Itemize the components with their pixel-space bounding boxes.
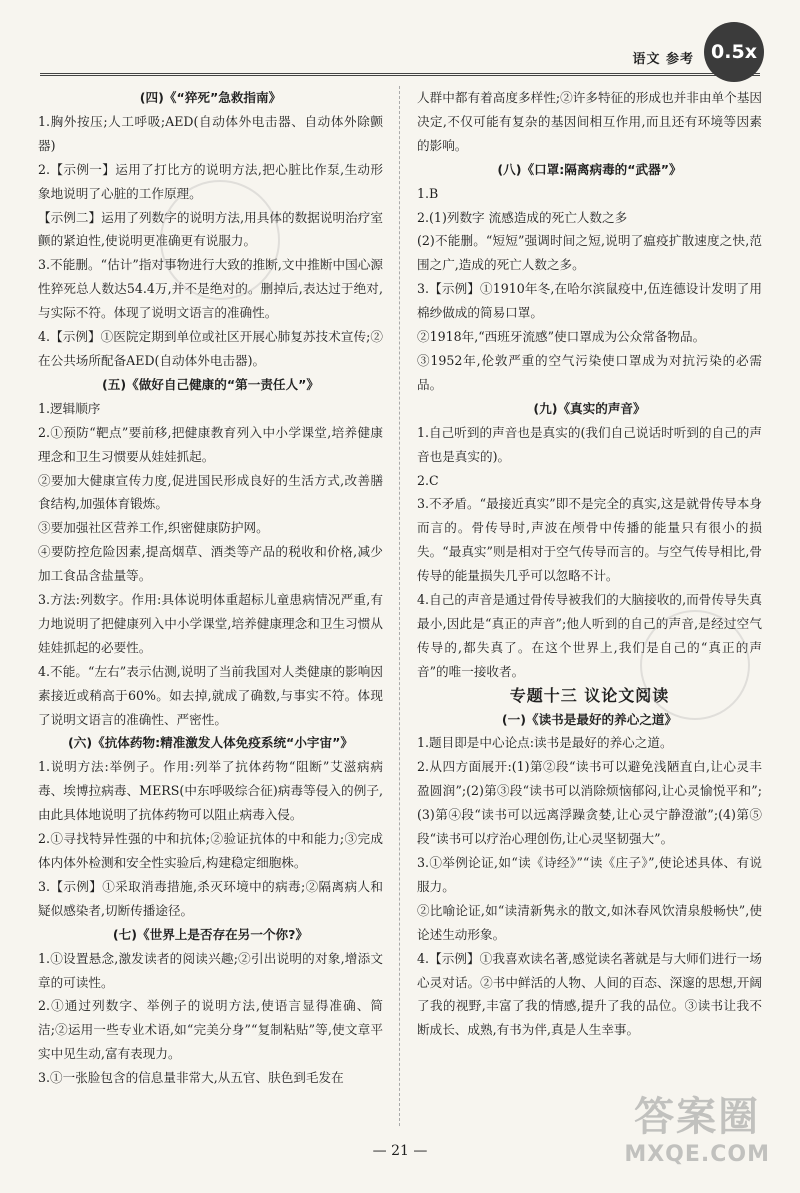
section-heading: (四)《“猝死”急救指南》: [139, 90, 282, 105]
answer-paragraph: 4.【示例】①我喜欢读名著,感觉读名著就是与大师们进行一场心灵对话。②书中鲜活的人物、人间的百态、深邃的思想,开阔了我的视野,丰富了我的情感,提升了我的品位。③读书让我不断成长、成熟,有书为伴,真是人生幸事。: [417, 950, 762, 1038]
answer-paragraph: 1.逻辑顺序: [38, 400, 101, 416]
answer-paragraph: 1.自己听到的声音也是真实的(我们自己说话时听到的自己的声音也是真实的)。: [417, 424, 762, 464]
answer-paragraph: 2.①通过列数字、举例子的说明方法,使语言显得准确、简洁;②运用一些专业术语,如“完美分身”“复制粘贴”等,使文章平实中见生动,富有表现力。: [38, 998, 383, 1062]
answer-paragraph: ②比喻论证,如“读清新隽永的散文,如沐春风饮清泉般畅快”,使论述生动形象。: [417, 902, 762, 942]
answer-paragraph: 2.①寻找特异性强的中和抗体;②验证抗体的中和能力;③完成体内体外检测和安全性实验后,构建稳定细胞株。: [38, 831, 383, 870]
answer-paragraph: 2.从四方面展开:(1)第②段“读书可以避免浅陋直白,让心灵丰盈圆润”;(2)第③段“读书可以消除烦恼郁闷,让心灵愉悦平和”;(3)第④段“读书可以远离浮躁贪婪,让心灵宁静澄澈”;(4)第⑤段“读书可以疗治心理创伤,让心灵坚韧强大”。: [417, 759, 762, 847]
section-heading: 专题十三 议论文阅读: [509, 685, 670, 705]
answer-paragraph: 2.【示例一】运用了打比方的说明方法,把心脏比作泵,生动形象地说明了心脏的工作原理。: [38, 161, 383, 201]
answer-paragraph: 3.【示例】①采取消毒措施,杀灭环境中的病毒;②隔离病人和疑似感染者,切断传播途径。: [38, 878, 383, 918]
right-column: [417, 86, 762, 1126]
section-heading: (八)《口罩:隔离病毒的“武器”》: [497, 161, 682, 177]
answer-paragraph: 3.①举例论证,如“读《诗经》”“读《庄子》”,使论述具体、有说服力。: [417, 855, 762, 894]
answer-paragraph: 2.①预防“靶点”要前移,把健康教育列入中小学课堂,培养健康理念和卫生习惯要从娃娃抓起。: [38, 424, 383, 464]
watermark-logo: [624, 1085, 770, 1167]
page-number: — 21 —: [372, 1143, 428, 1159]
answer-paragraph: 1.①设置悬念,激发读者的阅读兴趣;②引出说明的对象,增添文章的可读性。: [38, 950, 383, 990]
zoom-badge[interactable]: 0.5x: [704, 22, 764, 82]
section-heading: (七)《世界上是否存在另一个你?》: [112, 926, 309, 942]
answer-paragraph: 1.B: [417, 185, 439, 201]
answer-paragraph: 4.【示例】①医院定期到单位或社区开展心肺复苏技术宣传;②在公共场所配备AED(自动体外电击器)。: [38, 329, 383, 368]
answer-paragraph: 2.C: [417, 472, 439, 488]
watermark-logo-bottom: MXQE.COM: [624, 1142, 770, 1167]
answer-paragraph: 4.不能。“左右”表示估测,说明了当前我国对人类健康的影响因素接近或稍高于60%。如去掉,就成了确数,与事实不符。体现了说明文语言的准确性、严密性。: [38, 663, 383, 727]
answer-paragraph: 3.【示例】①1910年冬,在哈尔滨鼠疫中,伍连德设计发明了用棉纱做成的简易口罩。: [417, 281, 762, 321]
watermark-stamp-circle: [160, 180, 280, 300]
answer-paragraph: ④要防控危险因素,提高烟草、酒类等产品的税收和价格,减少加工食品含盐量等。: [38, 544, 383, 584]
answer-paragraph: 3.方法:列数字。作用:具体说明体重超标儿童患病情况严重,有力地说明了把健康列入中小学课堂,培养健康理念和卫生习惯从娃娃抓起的必要性。: [38, 592, 383, 655]
answer-paragraph: 3.不矛盾。“最接近真实”即不是完全的真实,这是就骨传导本身而言的。骨传导时,声波在颅骨中传播的能量只有很小的损失。“最真实”则是相对于空气传导而言的。与空气传导相比,骨传导的能量损失几乎可以忽略不计。: [417, 496, 762, 584]
answer-paragraph: 2.(1)列数字 流感造成的死亡人数之多: [417, 209, 628, 225]
section-heading: (五)《做好自己健康的“第一责任人”》: [102, 376, 319, 392]
answer-paragraph: ③1952年,伦敦严重的空气污染使口罩成为对抗污染的必需品。: [417, 352, 762, 392]
answer-paragraph: 1.胸外按压;人工呼吸;AED(自动体外电击器、自动体外除颤器): [38, 113, 383, 153]
section-heading: (九)《真实的声音》: [533, 400, 646, 416]
answer-paragraph: ③要加强社区营养工作,织密健康防护网。: [38, 520, 269, 536]
answer-paragraph: 4.自己的声音是通过骨传导被我们的大脑接收的,而骨传导失真最小,因此是“真正的声音”;他人听到的自己的声音,是经过空气传导的,都失真了。在这个世界上,我们是自己的“真正的声音”的唯一接收者。: [417, 592, 762, 679]
answer-paragraph: ②要加大健康宣传力度,促进国民形成良好的生活方式,改善膳食结构,加强体育锻炼。: [38, 472, 383, 512]
answer-paragraph: 人群中都有着高度多样性;②许多特征的形成也并非由单个基因决定,不仅可能有复杂的基因间相互作用,而且还有环境等因素的影响。: [417, 90, 762, 153]
section-heading: (六)《抗体药物:精准激发人体免疫系统“小宇宙”》: [68, 735, 353, 751]
answer-paragraph: 1.题目即是中心论点:读书是最好的养心之道。: [417, 735, 673, 751]
header-label: 语文 参考: [632, 52, 694, 67]
section-heading: (一)《读书是最好的养心之道》: [501, 711, 678, 727]
answer-paragraph: 【示例二】运用了列数字的说明方法,用具体的数据说明治疗室颤的紧迫性,使说明更准确更有说服力。: [38, 209, 383, 249]
answer-paragraph: 3.不能删。“估计”指对事物进行大致的推断,文中推断中国心源性猝死总人数达54.4万,并不是绝对的。删掉后,表达过于绝对,与实际不符。体现了说明文语言的准确性。: [38, 257, 383, 321]
page-header: [40, 40, 760, 76]
answer-paragraph: (2)不能删。“短短”强调时间之短,说明了瘟疫扩散速度之快,范围之广,造成的死亡人数之多。: [417, 233, 762, 273]
answer-paragraph: 3.①一张脸包含的信息量非常大,从五官、肤色到毛发在: [38, 1070, 344, 1086]
answer-paragraph: ②1918年,“西班牙流感”使口罩成为公众常备物品。: [417, 329, 706, 345]
answer-paragraph: 1.说明方法:举例子。作用:列举了抗体药物“阻断”艾滋病病毒、埃博拉病毒、MERS(中东呼吸综合征)病毒等侵入的例子,由此具体地说明了抗体药物可以阻止病毒入侵。: [38, 759, 383, 823]
watermark-logo-top: 答案圈: [634, 1094, 761, 1140]
watermark-stamp-circle: [640, 610, 750, 720]
column-divider: [399, 86, 400, 1126]
